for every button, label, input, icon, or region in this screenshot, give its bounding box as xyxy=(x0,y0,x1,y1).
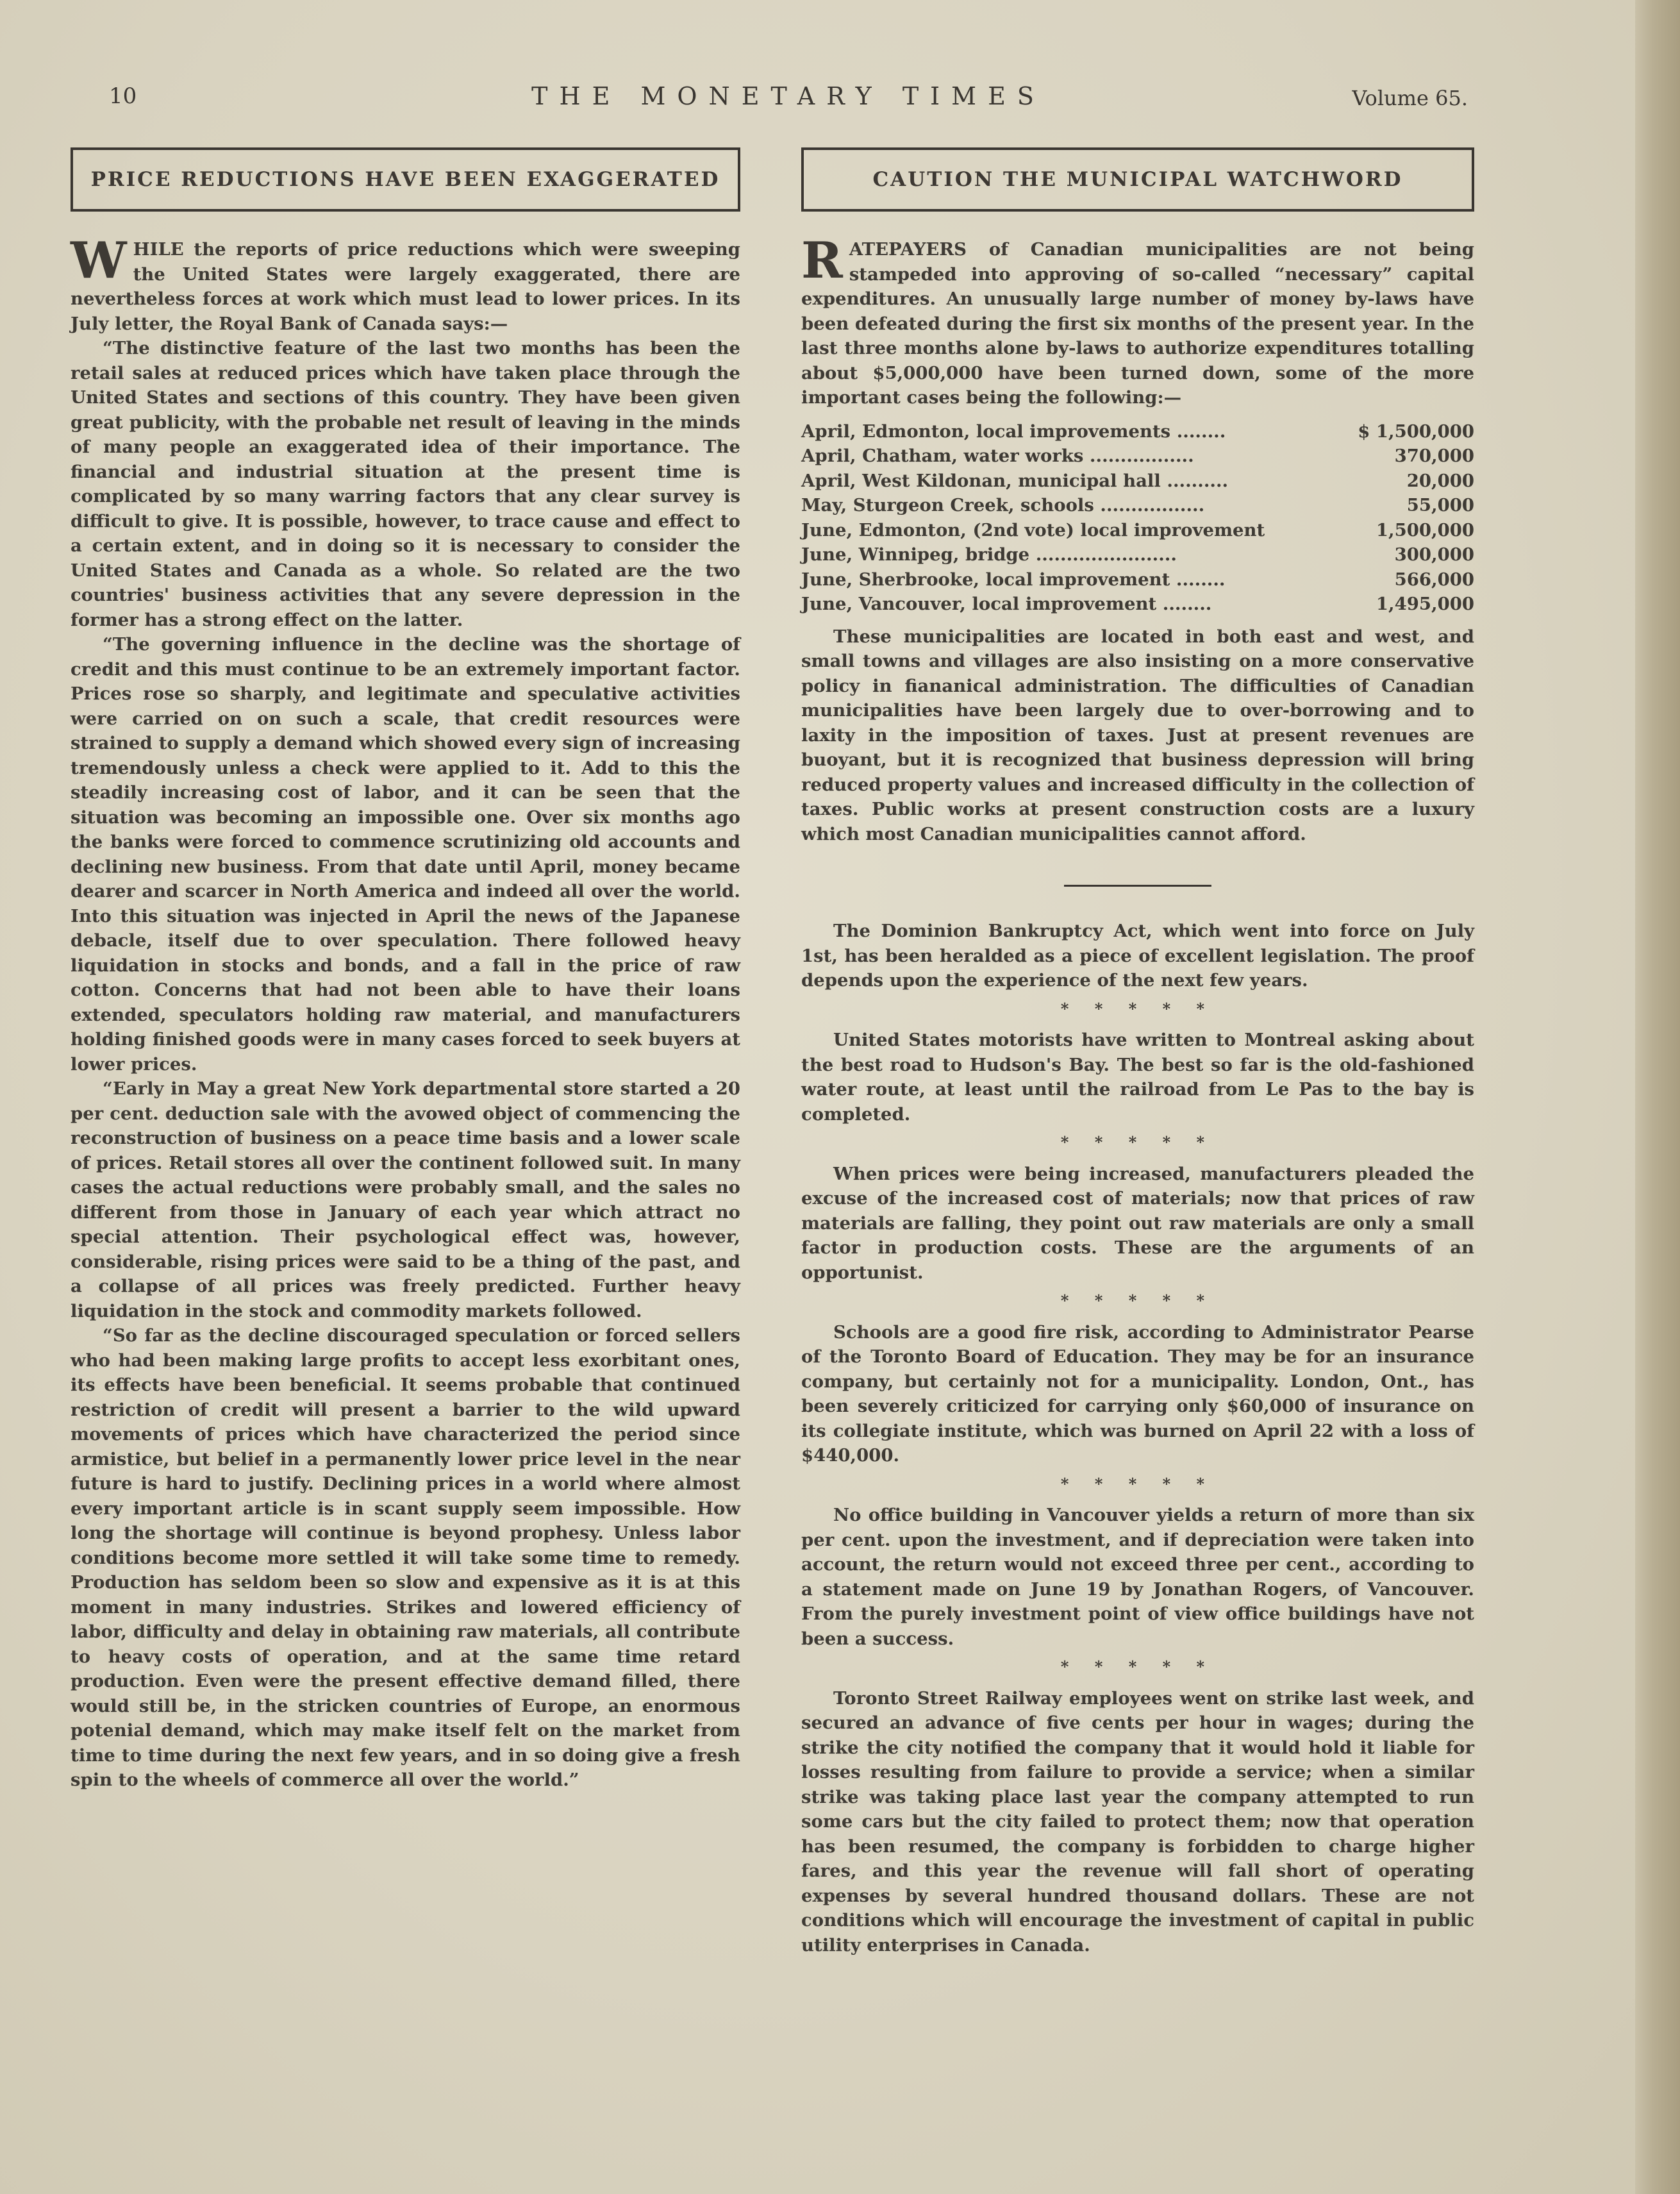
bylaw-amount: $ 1,500,000 xyxy=(1358,421,1474,442)
bylaw-label: April, West Kildonan, municipal hall .......... xyxy=(801,470,1229,491)
left-column xyxy=(71,147,740,1793)
table-row xyxy=(801,567,1474,592)
page-binding-edge xyxy=(1635,0,1680,2194)
star-separator: * * * * * xyxy=(1060,1291,1215,1310)
article-paragraph xyxy=(801,231,1474,410)
page-header xyxy=(109,77,1468,115)
drop-cap: R xyxy=(801,231,843,290)
bylaw-amount: 300,000 xyxy=(1394,544,1474,565)
bylaw-amount: 566,000 xyxy=(1394,569,1474,590)
table-row xyxy=(801,542,1474,567)
right-article-body xyxy=(801,231,1474,1957)
left-article-headline: PRICE REDUCTIONS HAVE BEEN EXAGGERATED xyxy=(71,147,740,212)
defeated-bylaws-table xyxy=(801,419,1474,617)
article-paragraph xyxy=(71,231,740,336)
bylaw-label: May, Sturgeon Creek, schools ................. xyxy=(801,495,1205,515)
article-paragraph: These municipalities are located in both east and west, and small towns and villages are also insisting on a more conservative policy in fiananical administration. The difficulties of Canadian municipalities have been largely due to over-borrowing and to laxity in the imposition of taxes. Just at present revenues are buoyant, but it is recognized that business depression will bring reduced property values and increased difficulty in the collection of taxes. Public works at present construction costs are a luxury which most Canadian municipalities cannot afford. xyxy=(801,626,1474,844)
editorial-note: United States motorists have written to Montreal asking about the best road to Hudson's Bay. The best so far is the old-fashioned water route, at least until the railroad from Le Pas to the bay is completed. xyxy=(801,1030,1474,1125)
table-row xyxy=(801,444,1474,469)
table-row xyxy=(801,419,1474,444)
table-row xyxy=(801,592,1474,617)
paragraph-text: ATEPAYERS of Canadian municipalities are not being stampeded into approving of so-called “necessary” capital expenditures. An unusually large number of money by-laws have been defeated during the first six months of the present year. In the last three months alone by-laws to authorize expenditures totalling about $5,000,000 have been turned down, some of the more important cases being the following:— xyxy=(801,239,1474,408)
bylaw-amount: 1,495,000 xyxy=(1376,594,1474,614)
drop-cap: W xyxy=(71,231,127,290)
right-article-headline: CAUTION THE MUNICIPAL WATCHWORD xyxy=(801,147,1474,212)
journal-title: THE MONETARY TIMES xyxy=(531,82,1045,110)
editorial-note: When prices were being increased, manufacturers pleaded the excuse of the increased cost of materials; now that prices of raw materials are falling, they point out raw materials are only a small factor in production costs. These are the arguments of an opportunist. xyxy=(801,1163,1474,1283)
table-row xyxy=(801,469,1474,494)
volume-label: Volume 65. xyxy=(1352,86,1468,110)
article-paragraph: “The governing influence in the decline was the shortage of credit and this must continue to be an extremely important factor. Prices rose so sharply, and legitimate and speculative activities were carried on on such a scale, that credit resources were strained to supply a demand which showed every sign of increasing tremendously unless a check were applied to it. Add to this the steadily increasing cost of labor, and it can be seen that the situation was becoming an impossible one. Over six months ago the banks were forced to commence scrutinizing old accounts and declining new business. From that date until April, money became dearer and scarcer in North America and indeed all over the world. Into this situation was injected in April the news of the Japanese debacle, itself due to over speculation. There followed heavy liquidation in stocks and bonds, and a fall in the price of raw cotton. Concerns that had not been able to have their loans extended, speculators holding raw material, and manufacturers holding finished goods were in many cases forced to seek buyers at lower prices. xyxy=(71,634,740,1075)
editorial-note: Toronto Street Railway employees went on strike last week, and secured an advance of five cents per hour in wages; during the strike the city notified the company that it would hold it liable for losses resulting from failure to provide a service; when a similar strike was taking place last year the company attempted to run some cars but the city failed to protect them; now that operation has been resumed, the company is forbidden to charge higher fares, and this year the revenue will fall short of operating expenses by several hundred thousand dollars. These are not conditions which will encourage the investment of capital in public utility enterprises in Canada. xyxy=(801,1687,1474,1955)
bylaw-label: June, Sherbrooke, local improvement ........ xyxy=(801,569,1226,590)
section-divider xyxy=(1064,885,1211,887)
left-article-body xyxy=(71,231,740,1793)
star-separator: * * * * * xyxy=(1060,999,1215,1018)
page-number: 10 xyxy=(109,83,137,109)
bylaw-label: April, Chatham, water works ................. xyxy=(801,446,1194,466)
article-paragraph: “The distinctive feature of the last two months has been the retail sales at reduced prices which have taken place through the United States and sections of this country. They have been given great publicity, with the probable net result of leaving in the minds of many people an exaggerated idea of their importance. The financial and industrial situation at the present time is complicated by so many warring factors that any clear survey is difficult to give. It is possible, however, to trace cause and effect to a certain extent, and in doing so it is necessary to consider the United States and Canada as a whole. So related are the two countries' business activities that any severe depression in the former has a strong effect on the latter. xyxy=(71,338,740,630)
bylaw-label: June, Edmonton, (2nd vote) local improvement xyxy=(801,519,1265,540)
editorial-note: No office building in Vancouver yields a return of more than six per cent. upon the investment, and if depreciation were taken into account, the return would not exceed three per cent., according to a statement made on June 19 by Jonathan Rogers, of Vancouver. From the purely investment point of view office buildings have not been a success. xyxy=(801,1505,1474,1649)
bylaw-label: June, Vancouver, local improvement ........ xyxy=(801,594,1212,614)
bylaw-amount: 1,500,000 xyxy=(1376,519,1474,540)
article-paragraph: “Early in May a great New York departmental store started a 20 per cent. deduction sale with the avowed object of commencing the reconstruction of business on a peace time basis and a lower scale of prices. Retail stores all over the continent followed suit. In many cases the actual reductions were probably small, and the sales no different from those in January of each year which attract no special attention. Their psychological effect was, however, considerable, rising prices were said to be a thing of the past, and a collapse of all prices was freely predicted. Further heavy liquidation in the stock and commodity markets followed. xyxy=(71,1078,740,1321)
paragraph-text: HILE the reports of price reductions which were sweeping the United States were largely exaggerated, there are nevertheless forces at work which must lead to lower prices. In its July letter, the Royal Bank of Canada says:— xyxy=(71,239,740,334)
star-separator: * * * * * xyxy=(1060,1657,1215,1676)
star-separator: * * * * * xyxy=(1060,1133,1215,1151)
bylaw-label: April, Edmonton, local improvements ........ xyxy=(801,421,1226,442)
article-paragraph: “So far as the decline discouraged speculation or forced sellers who had been making large profits to accept less exorbitant ones, its effects have been beneficial. It seems probable that continued restriction of credit will present a barrier to the wild upward movements of prices which have characterized the period since armistice, but belief in a permanently lower price level in the near future is hard to justify. Declining prices in a world where almost every important article is in scant supply seem impossible. How long the shortage will continue is beyond prophesy. Unless labor conditions become more settled it will take some time to remedy. Production has seldom been so slow and expensive as it is at this moment in many industries. Strikes and lowered efficiency of labor, difficulty and delay in obtaining raw materials, all contribute to heavy costs of operation, and at the same time retard production. Even were the present effective demand filled, there would still be, in the stricken countries of Europe, an enormous potenial demand, which may make itself felt on the market from time to time during the next few years, and in so doing give a fresh spin to the wheels of commerce all over the world.” xyxy=(71,1325,740,1790)
star-separator: * * * * * xyxy=(1060,1474,1215,1493)
bylaw-amount: 55,000 xyxy=(1406,495,1474,515)
bylaw-amount: 20,000 xyxy=(1406,470,1474,491)
table-row xyxy=(801,493,1474,518)
table-row xyxy=(801,518,1474,543)
editorial-note: Schools are a good fire risk, according to Administrator Pearse of the Toronto Board of Education. They may be for an insurance company, but certainly not for a municipality. London, Ont., has been severely criticized for carrying only $60,000 of insurance on its collegiate institute, which was burned on April 22 with a loss of $440,000. xyxy=(801,1321,1474,1466)
bylaw-amount: 370,000 xyxy=(1394,446,1474,466)
editorial-note: The Dominion Bankruptcy Act, which went into force on July 1st, has been heralded as a piece of excellent legislation. The proof depends upon the experience of the next few years. xyxy=(801,921,1474,991)
right-column xyxy=(801,147,1474,1957)
bylaw-label: June, Winnipeg, bridge ....................... xyxy=(801,544,1177,565)
